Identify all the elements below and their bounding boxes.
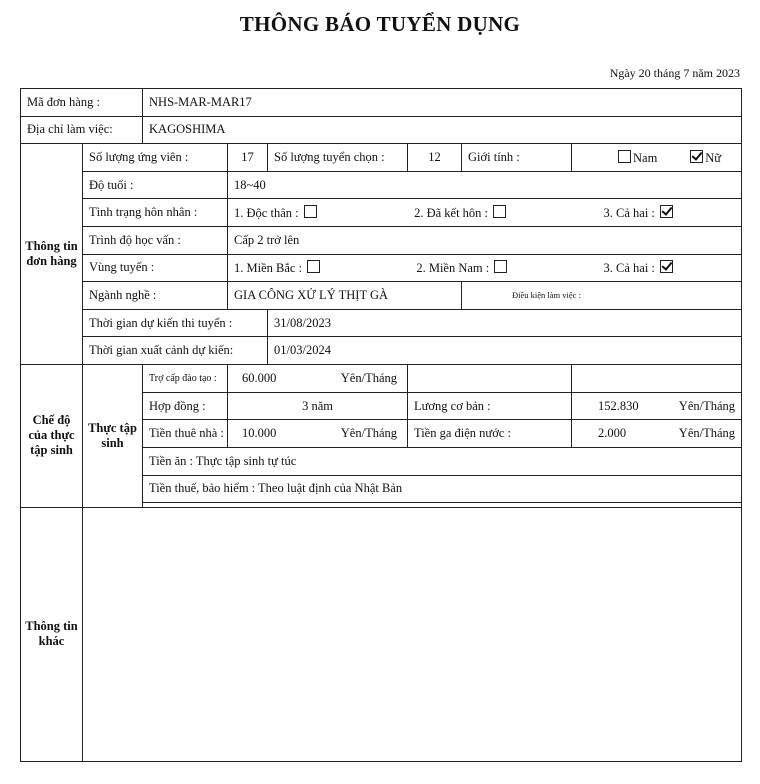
row-candidates xyxy=(21,144,742,172)
selected-label: Số lượng tuyển chọn : xyxy=(268,144,408,172)
checkbox-icon[interactable] xyxy=(494,260,507,273)
row-depart xyxy=(21,337,742,365)
checkbox-icon[interactable] xyxy=(493,205,506,218)
tax-text: Tiền thuế, bảo hiểm : Theo luật định của Nhật Bản xyxy=(143,475,742,503)
salary-value: 152.830 xyxy=(598,398,639,413)
region-option-3[interactable] xyxy=(604,260,676,276)
gender-male-label: Nam xyxy=(633,150,658,165)
training-cell xyxy=(228,365,408,393)
marital-option-1[interactable] xyxy=(234,205,319,221)
utility-label: Tiền ga điện nước : xyxy=(408,420,572,448)
job-value: GIA CÔNG XỬ LÝ THỊT GÀ xyxy=(228,282,462,310)
order-code-value: NHS-MAR-MAR17 xyxy=(143,89,742,117)
utility-cell xyxy=(572,420,742,448)
age-value: 18~40 xyxy=(228,171,742,199)
checkbox-checked-icon[interactable] xyxy=(660,260,673,273)
empty-cell xyxy=(408,365,572,393)
gender-female-option[interactable] xyxy=(688,150,721,166)
candidates-label: Số lượng ứng viên : xyxy=(83,144,228,172)
section-order-title: Thông tin đơn hàng xyxy=(21,144,83,365)
row-marital xyxy=(21,199,742,227)
checkbox-icon[interactable] xyxy=(304,205,317,218)
contract-value: 3 năm xyxy=(228,392,408,420)
gender-label: Giới tính : xyxy=(462,144,572,172)
age-label: Độ tuổi : xyxy=(83,171,228,199)
region-option-2-label: 2. Miền Nam : xyxy=(416,260,490,275)
row-order-code xyxy=(21,89,742,117)
salary-cell xyxy=(572,392,742,420)
marital-options xyxy=(228,199,742,227)
row-other-info xyxy=(21,507,742,761)
salary-label: Lương cơ bản : xyxy=(408,392,572,420)
salary-unit: Yên/Tháng xyxy=(678,398,736,413)
section-other-title: Thông tin khác xyxy=(21,507,83,761)
selected-value: 12 xyxy=(408,144,462,172)
gender-female-label: Nữ xyxy=(705,150,722,165)
training-label: Trợ cấp đào tạo : xyxy=(143,365,228,393)
marital-option-3-label: 3. Cả hai : xyxy=(603,205,655,220)
region-label: Vùng tuyển : xyxy=(83,254,228,282)
checkbox-icon[interactable] xyxy=(618,150,631,163)
training-unit: Yên/Tháng xyxy=(340,370,398,385)
other-info-content[interactable] xyxy=(83,507,742,761)
utility-value: 2.000 xyxy=(598,426,627,441)
checkbox-checked-icon[interactable] xyxy=(660,205,673,218)
region-option-2[interactable] xyxy=(416,260,509,276)
gender-options xyxy=(572,144,742,172)
region-options xyxy=(228,254,742,282)
marital-option-2[interactable] xyxy=(414,205,508,221)
candidates-value: 17 xyxy=(228,144,268,172)
job-label: Ngành nghề : xyxy=(83,282,228,310)
row-work-address xyxy=(21,116,742,144)
work-address-value: KAGOSHIMA xyxy=(143,116,742,144)
contract-label: Hợp đồng : xyxy=(143,392,228,420)
depart-value: 01/03/2024 xyxy=(268,337,742,365)
exam-label: Thời gian dự kiến thi tuyển : xyxy=(83,309,268,337)
rent-label: Tiền thuê nhà : xyxy=(143,420,228,448)
marital-option-2-label: 2. Đã kết hôn : xyxy=(414,205,489,220)
rent-cell xyxy=(228,420,408,448)
row-exam xyxy=(21,309,742,337)
form-frame xyxy=(20,88,741,762)
education-label: Trình độ học vấn : xyxy=(83,227,228,255)
section-benefits-title: Chế độ của thực tập sinh xyxy=(21,365,83,508)
work-address-label: Địa chỉ làm việc: xyxy=(21,116,143,144)
region-option-1-label: 1. Miền Bắc : xyxy=(234,260,303,275)
region-option-3-label: 3. Cả hai : xyxy=(603,260,655,275)
checkbox-icon[interactable] xyxy=(307,260,320,273)
training-value: 60.000 xyxy=(242,370,277,385)
education-value: Cấp 2 trở lên xyxy=(228,227,742,255)
row-training xyxy=(21,365,742,393)
utility-unit: Yên/Tháng xyxy=(678,426,736,441)
row-region xyxy=(21,254,742,282)
rent-value: 10.000 xyxy=(242,426,277,441)
marital-option-3[interactable] xyxy=(604,205,676,221)
marital-option-1-label: 1. Độc thân : xyxy=(234,205,299,220)
rent-unit: Yên/Tháng xyxy=(340,426,398,441)
row-age xyxy=(21,171,742,199)
document-date: Ngày 20 tháng 7 năm 2023 xyxy=(609,66,740,80)
gender-male-option[interactable] xyxy=(616,150,657,166)
page-title: THÔNG BÁO TUYỂN DỤNG xyxy=(239,12,521,36)
row-education xyxy=(21,227,742,255)
region-option-1[interactable] xyxy=(234,260,322,276)
meal-text: Tiền ăn : Thực tập sinh tự túc xyxy=(143,447,742,475)
empty-cell xyxy=(572,365,742,393)
row-job xyxy=(21,282,742,310)
checkbox-checked-icon[interactable] xyxy=(690,150,703,163)
exam-value: 31/08/2023 xyxy=(268,309,742,337)
marital-label: Tình trạng hôn nhân : xyxy=(83,199,228,227)
trainee-subtitle: Thực tập sinh xyxy=(83,365,143,508)
order-code-label: Mã đơn hàng : xyxy=(21,89,143,117)
condition-label: Điều kiện làm việc : xyxy=(462,282,742,310)
depart-label: Thời gian xuất cảnh dự kiến: xyxy=(83,337,268,365)
job-notice-table xyxy=(20,88,742,762)
